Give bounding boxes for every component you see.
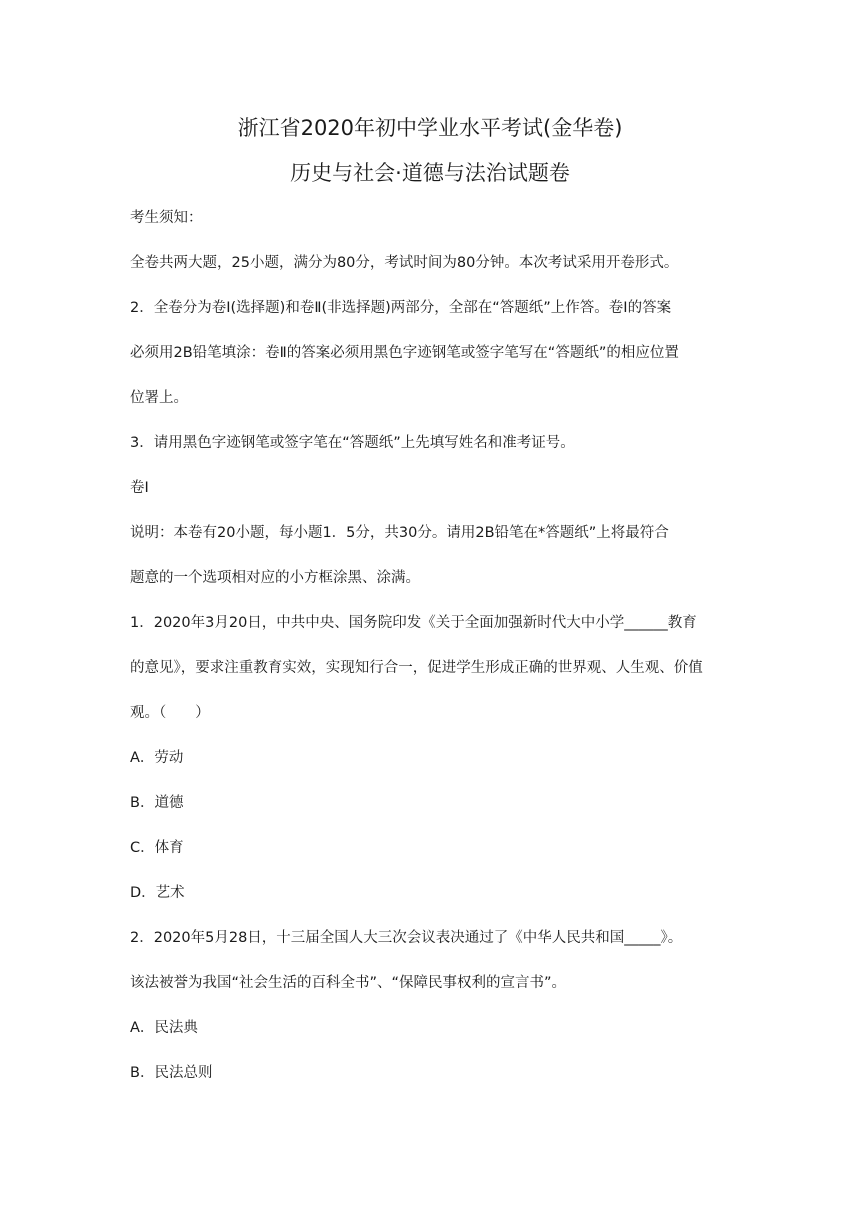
notice-heading: 考生须知：	[130, 210, 203, 226]
question-1-option-a: A．劳动	[130, 750, 184, 766]
notice-item-3: 3．请用黑色字迹钢笔或签字笔在“答题纸”上先填写姓名和准考证号。	[130, 435, 575, 451]
question-1-option-c: C．体育	[130, 840, 184, 856]
document-title: 浙江省2020年初中学业水平考试(金华卷)	[237, 116, 623, 140]
question-1-text-cont: 的意见》，要求注重教育实效，实现知行合一，促进学生形成正确的世界观、人生观、价值	[130, 660, 703, 676]
question-1-text-cont: 观。（ ）	[130, 705, 210, 721]
notice-item-2-cont: 必须用2B铅笔填涂：卷Ⅱ的答案必须用黑色字迹钢笔或签字笔写在“答题纸”的相应位置	[130, 345, 679, 361]
question-2-option-a: A．民法典	[130, 1020, 198, 1036]
question-1-option-b: B．道德	[130, 795, 184, 811]
notice-item-2-cont: 位署上。	[130, 390, 188, 406]
section-instructions-cont: 题意的一个选项相对应的小方框涂黑、涂满。	[130, 570, 420, 586]
notice-item-1: 全卷共两大题，25小题，满分为80分，考试时间为80分钟。本次考试采用开卷形式。	[130, 255, 679, 271]
question-1-option-d: D．艺术	[130, 885, 185, 901]
question-1-text: 1．2020年3月20日，中共中央、国务院印发《关于全面加强新时代大中小学______教育	[130, 615, 697, 631]
section-heading: 卷Ⅰ	[130, 480, 149, 496]
question-2-option-b: B．民法总则	[130, 1065, 213, 1081]
question-2-text-cont: 该法被誉为我国“社会生活的百科全书”、“保障民事权利的宣言书”。	[130, 975, 567, 991]
section-instructions: 说明：本卷有20小题，每小题1．5分，共30分。请用2B铅笔在*答题纸”上将最符合	[130, 525, 669, 541]
notice-item-2: 2．全卷分为卷Ⅰ(选择题)和卷Ⅱ(非选择题)两部分，全部在“答题纸”上作答。卷Ⅰ的答案	[130, 300, 672, 316]
document-subtitle: 历史与社会·道德与法治试题卷	[290, 161, 570, 185]
question-2-text: 2．2020年5月28日，十三届全国人大三次会议表决通过了《中华人民共和国_____》。	[130, 930, 683, 946]
